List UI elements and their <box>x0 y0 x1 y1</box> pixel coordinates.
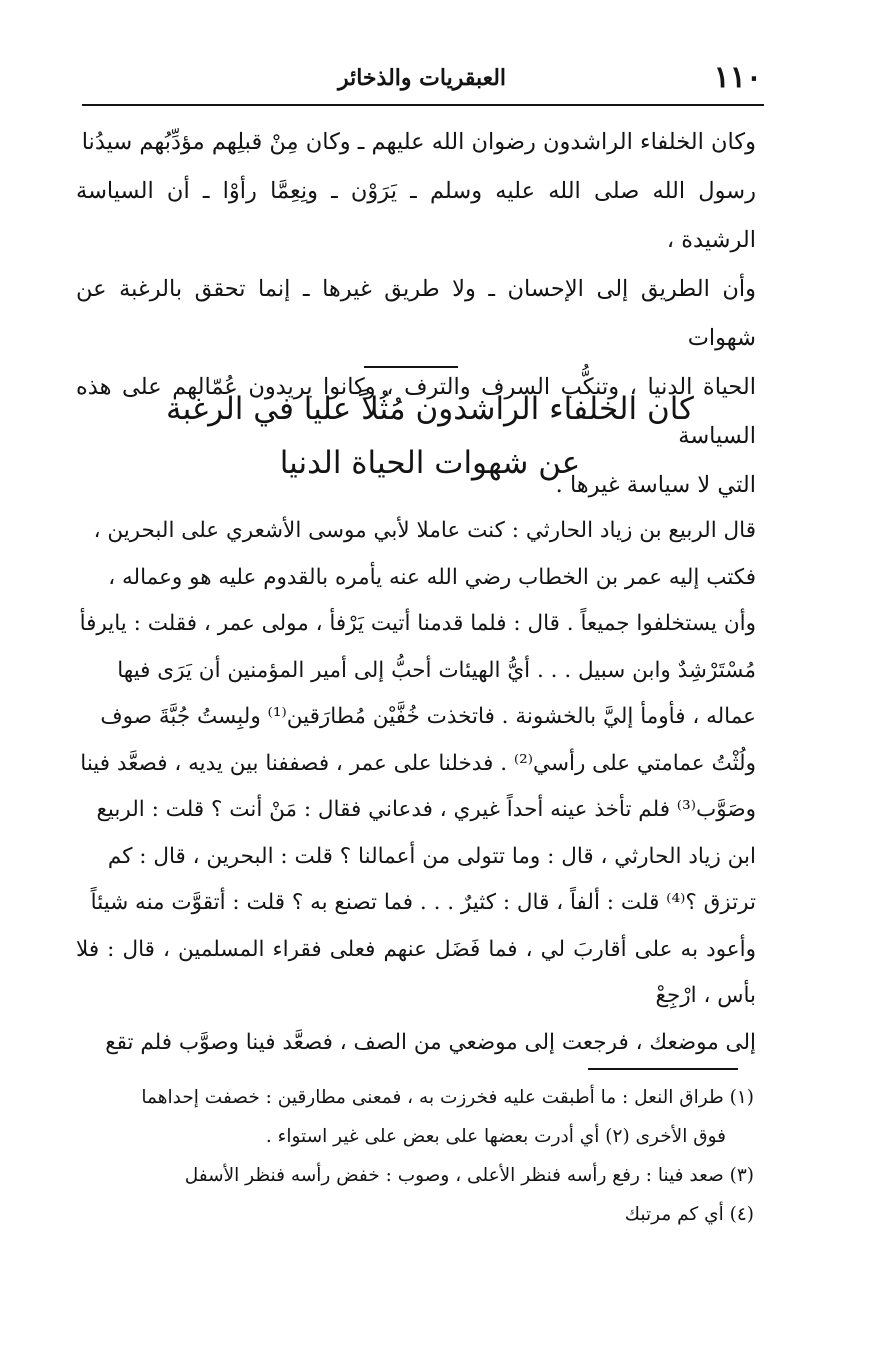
main-line-8: ابن زياد الحارثي ، قال : وما تتولى من أعمالنا ؟ قلت : البحرين ، قال : كم <box>107 843 756 869</box>
section-heading-line-1: كان الخلفاء الراشدون مُثُلاً عليا في الرغبة <box>166 391 694 427</box>
main-line-4: مُسْتَرْشِدٌ وابن سبيل . . . أيُّ الهيئات أحبُّ إلى أمير المؤمنين أن يَرَى فيها <box>117 657 756 683</box>
footnote-1: (١) طراق النعل : ما أطبقت عليه فخرزت به ، فمعنى مطارقين : خصفت إحداهما <box>141 1087 754 1108</box>
main-line-1: قال الربيع بن زياد الحارثي : كنت عاملا لأبي موسى الأشعري على البحرين ، <box>93 518 756 543</box>
intro-line-4: الحياة الدنيا ، وتنكُّب السرف والترف ، وكانوا يريدون عُمّالهم على هذه السياسة <box>76 374 756 449</box>
footnote-4: (٤) أي كم مرتبك <box>624 1204 754 1225</box>
footnote-1-continued: فوق الأخرى (٢) أي أدرت بعضها على بعض على غير استواء . <box>265 1126 726 1147</box>
main-line-10: وأعود به على أقاربَ لي ، فما فَضَل عنهم فعلى فقراء المسلمين ، قال : فلا بأس ، ارْجِعْ <box>76 936 756 1008</box>
footnote-3: (٣) صعد فينا : رفع رأسه فنظر الأعلى ، وصوب : خفض رأسه فنظر الأسفل <box>184 1165 754 1186</box>
intro-line-1: وكان الخلفاء الراشدون رضوان الله عليهم ـ وكان مِنْ قبلِهم مؤدِّبُهم سيدُنا <box>81 129 756 155</box>
footnotes <box>82 1078 754 1234</box>
page-number: ١١٠ <box>713 60 762 95</box>
main-line-7: وصَوَّب⁽³⁾ فلم تأخذ عينه أحداً غيري ، فدعاني فقال : مَنْ أنت ؟ قلت : الربيع <box>96 797 756 822</box>
section-heading-line-2: عن شهوات الحياة الدنيا <box>279 445 581 481</box>
page-header <box>82 58 762 98</box>
section-divider <box>364 366 458 368</box>
main-line-2: فكتب إليه عمر بن الخطاب رضي الله عنه يأمره بالقدوم عليه هو وعماله ، <box>108 564 756 590</box>
intro-line-3: وأن الطريق إلى الإحسان ـ ولا طريق غيرها ـ إنما تحقق بالرغبة عن شهوات <box>76 276 756 351</box>
section-heading <box>90 382 770 490</box>
footnote-rule <box>588 1068 738 1070</box>
running-title: العبقريات والذخائر <box>337 65 507 91</box>
main-line-6: ولُثْتُ عمامتي على رأسي⁽²⁾ . فدخلنا على عمر ، فصففنا بين يديه ، فصعَّد فينا <box>80 750 756 776</box>
main-line-9: ترتزق ؟⁽⁴⁾ قلت : ألفاً ، قال : كثيرٌ . . . فما تصنع به ؟ قلت : أتقوَّت منه شيئاً <box>90 890 756 915</box>
main-line-11: إلى موضعك ، فرجعت إلى موضعي من الصف ، فصعَّد فينا وصوَّب فلم تقع <box>105 1029 756 1055</box>
main-line-3: وأن يستخلفوا جميعاً . قال : فلما قدمنا أتيت يَرْفأ ، مولى عمر ، فقلت : يايرفأ <box>79 611 756 636</box>
header-rule <box>82 104 764 106</box>
main-paragraph <box>76 508 756 1066</box>
main-line-5: عماله ، فأومأ إليَّ بالخشونة . فاتخذت خُفَّيْن مُطارَقين⁽¹⁾ ولبِستُ جُبَّةَ صوف <box>100 704 756 729</box>
intro-line-5: التي لا سياسة غيرها . <box>555 472 756 498</box>
intro-line-2: رسول الله صلى الله عليه وسلم ـ يَرَوْن ـ ونِعِمَّا رأوْا ـ أن السياسة الرشيدة ، <box>76 178 756 253</box>
